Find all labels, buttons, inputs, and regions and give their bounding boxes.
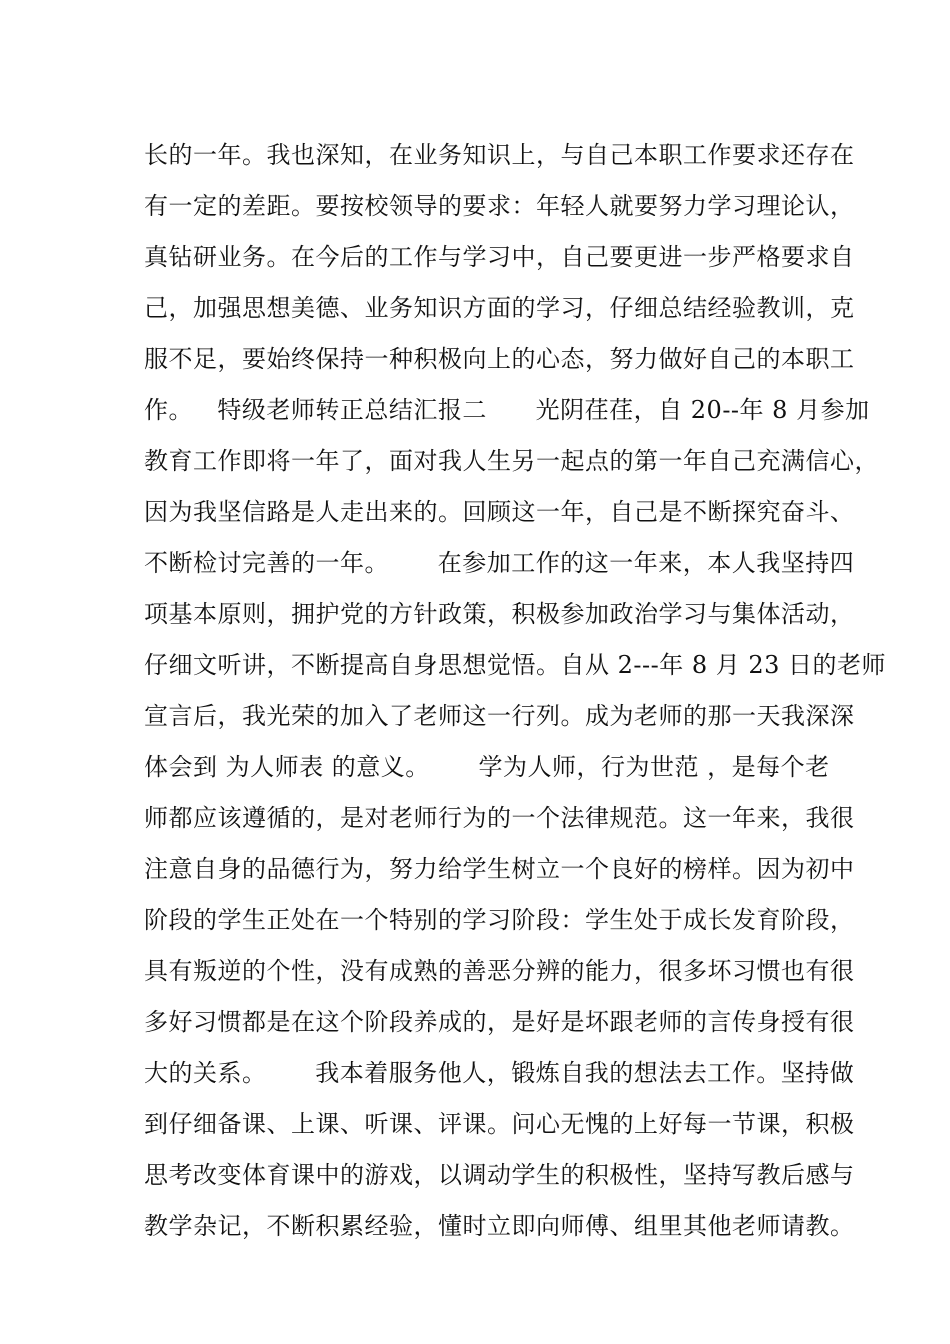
- text-line: 具有叛逆的个性，没有成熟的善恶分辨的能力，很多坏习惯也有很: [144, 957, 855, 985]
- text-line: 师都应该遵循的，是对老师行为的一个法律规范。这一年来，我很: [144, 804, 855, 832]
- text-line: 宣言后，我光荣的加入了老师这一行列。成为老师的那一天我深深: [144, 702, 855, 730]
- text-line: 不断检讨完善的一年。 在参加工作的这一年来，本人我坚持四: [144, 549, 855, 577]
- text-line: 服不足，要始终保持一种积极向上的心态，努力做好自己的本职工: [144, 345, 855, 373]
- body-text: [144, 130, 887, 1252]
- text-line: 作。 特级老师转正总结汇报二 光阴荏荏，自 20--年 8 月参加: [144, 396, 870, 424]
- text-line: 教育工作即将一年了，面对我人生另一起点的第一年自己充满信心，: [144, 447, 879, 475]
- text-line: 体会到 为人师表 的意义。 学为人师，行为世范 ，是每个老: [144, 753, 830, 781]
- text-line: 多好习惯都是在这个阶段养成的，是好是坏跟老师的言传身授有很: [144, 1008, 855, 1036]
- text-line: 阶段的学生正处在一个特别的学习阶段：学生处于成长发育阶段，: [144, 906, 855, 934]
- text-line: 到仔细备课、上课、听课、评课。问心无愧的上好每一节课，积极: [144, 1110, 855, 1138]
- text-line: 长的一年。我也深知，在业务知识上，与自己本职工作要求还存在: [144, 141, 855, 169]
- text-line: 思考改变体育课中的游戏，以调动学生的积极性，坚持写教后感与: [144, 1161, 855, 1189]
- text-line: 大的关系。 我本着服务他人，锻炼自我的想法去工作。坚持做: [144, 1059, 855, 1087]
- text-line: 教学杂记，不断积累经验，懂时立即向师傅、组里其他老师请教。: [144, 1212, 855, 1240]
- text-line: 仔细文听讲，不断提高自身思想觉悟。自从 2---年 8 月 23 日的老师: [144, 651, 887, 679]
- text-line: 因为我坚信路是人走出来的。回顾这一年，自己是不断探究奋斗、: [144, 498, 855, 526]
- text-line: 项基本原则，拥护党的方针政策，积极参加政治学习与集体活动，: [144, 600, 855, 628]
- text-line: 有一定的差距。要按校领导的要求：年轻人就要努力学习理论认，: [144, 192, 855, 220]
- text-line: 注意自身的品德行为，努力给学生树立一个良好的榜样。因为初中: [144, 855, 855, 883]
- text-line: 真钻研业务。在今后的工作与学习中，自己要更进一步严格要求自: [144, 243, 855, 271]
- text-line: 己，加强思想美德、业务知识方面的学习，仔细总结经验教训，克: [144, 294, 855, 322]
